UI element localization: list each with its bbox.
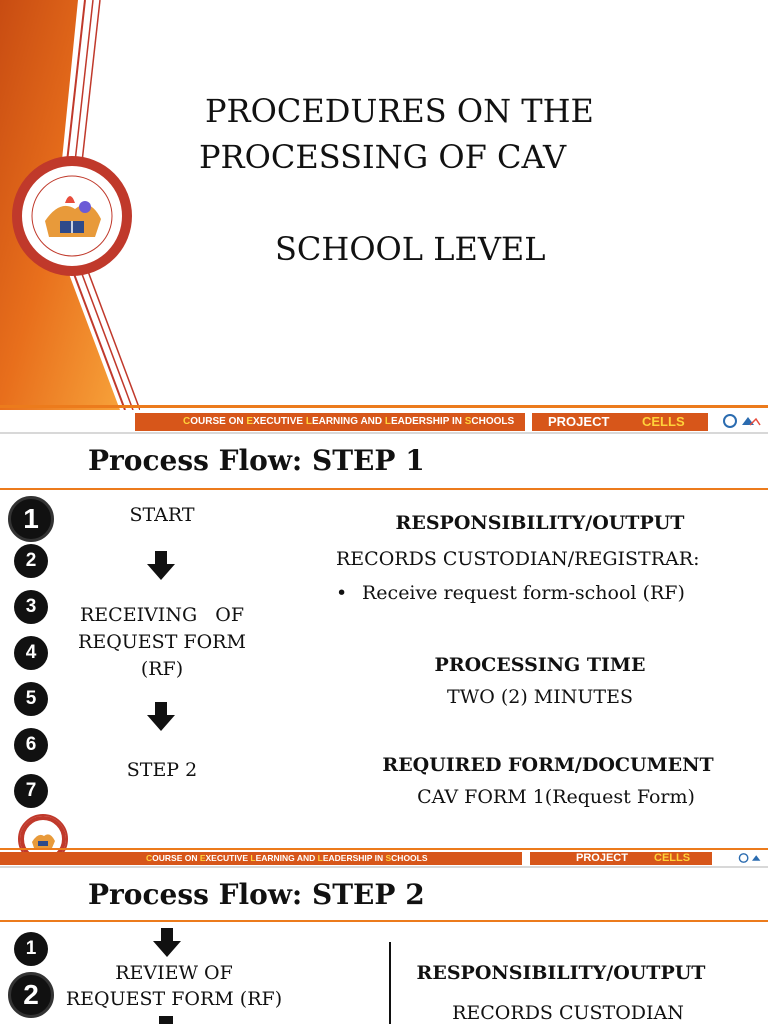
step-number-2: 2 (14, 544, 48, 578)
course-word: EARNING AND (311, 416, 385, 427)
bullet-icon: • (336, 582, 348, 604)
subtitle: SCHOOL LEVEL (275, 230, 546, 268)
step-number-7: 7 (14, 774, 48, 808)
course-word: OURSE ON (190, 416, 247, 427)
course-name-band (135, 413, 525, 431)
course-word: CHOOLS (391, 853, 428, 863)
processing-time-value: TWO (2) MINUTES (447, 686, 633, 708)
course-initial: S (464, 416, 472, 427)
course-word: EADERSHIP IN (391, 416, 465, 427)
course-initial: C (146, 853, 153, 863)
down-arrow-icon (152, 928, 182, 958)
step-number-4: 4 (14, 636, 48, 670)
project-band (532, 413, 708, 431)
title-line-2: PROCESSING OF CAV (199, 138, 567, 176)
project-band (530, 852, 712, 865)
course-initial: S (385, 853, 392, 863)
column-divider (389, 942, 391, 1024)
slide-heading: Process Flow: STEP 2 (88, 878, 425, 911)
flow-review-line2: REQUEST FORM (RF) (65, 988, 283, 1010)
required-form-value: CAV FORM 1(Request Form) (417, 786, 695, 808)
cells-label: CELLS (654, 852, 691, 864)
course-initial: C (183, 416, 191, 427)
course-name (183, 416, 514, 427)
title-line-1: PROCEDURES ON THE (205, 92, 594, 130)
responsibility-role: RECORDS CUSTODIAN (452, 1002, 684, 1024)
deped-seal-logo (12, 156, 132, 276)
course-initial: E (246, 416, 254, 427)
course-initial: L (250, 853, 256, 863)
flow-step2: STEP 2 (126, 759, 198, 781)
flow-receiving-line1: RECEIVING OF (80, 604, 244, 626)
step1-slide (0, 434, 768, 866)
course-initial: L (305, 416, 312, 427)
down-arrow-icon (146, 702, 176, 732)
course-name-band (0, 852, 522, 865)
course-word: XECUTIVE (253, 416, 306, 427)
processing-time-heading: PROCESSING TIME (434, 654, 646, 676)
down-arrow-icon (146, 551, 176, 581)
responsibility-heading: RESPONSIBILITY/OUTPUT (416, 962, 706, 984)
responsibility-heading: RESPONSIBILITY/OUTPUT (395, 512, 685, 534)
partner-logos (722, 413, 762, 429)
flow-receiving-line2: REQUEST FORM (78, 631, 246, 653)
step-number-1: 1 (8, 496, 54, 542)
responsibility-bullet-text: Receive request form-school (RF) (362, 582, 685, 604)
course-name (146, 853, 428, 863)
course-word: EADERSHIP IN (322, 853, 386, 863)
flow-start: START (129, 504, 195, 526)
down-arrow-stem (159, 1016, 173, 1024)
footer-bar (0, 405, 768, 432)
flow-review-line1: REVIEW OF (115, 962, 233, 984)
step-number-2: 2 (8, 972, 54, 1018)
step-number-5: 5 (14, 682, 48, 716)
step-number-3: 3 (14, 590, 48, 624)
course-word: OURSE ON (152, 853, 200, 863)
step-number-1: 1 (14, 932, 48, 966)
responsibility-role: RECORDS CUSTODIAN/REGISTRAR: (336, 548, 700, 570)
seal-emblem-icon (15, 159, 129, 273)
step2-slide (0, 868, 768, 1024)
course-word: CHOOLS (471, 416, 515, 427)
project-label: PROJECT (548, 414, 610, 429)
title-slide (0, 0, 768, 432)
course-initial: L (384, 416, 392, 427)
partner-logo-icon (722, 413, 762, 429)
course-initial: L (317, 853, 323, 863)
course-word: EARNING AND (255, 853, 318, 863)
slide-heading: Process Flow: STEP 1 (88, 444, 425, 477)
required-form-heading: REQUIRED FORM/DOCUMENT (382, 754, 714, 776)
step-number-6: 6 (14, 728, 48, 762)
cells-label: CELLS (642, 414, 685, 429)
course-initial: E (199, 853, 206, 863)
responsibility-bullet (336, 582, 685, 604)
flow-receiving-line3: (RF) (140, 658, 184, 680)
project-label: PROJECT (576, 852, 628, 864)
footer-bar (0, 848, 768, 866)
partner-logo-icon (738, 852, 766, 864)
course-word: XECUTIVE (205, 853, 251, 863)
